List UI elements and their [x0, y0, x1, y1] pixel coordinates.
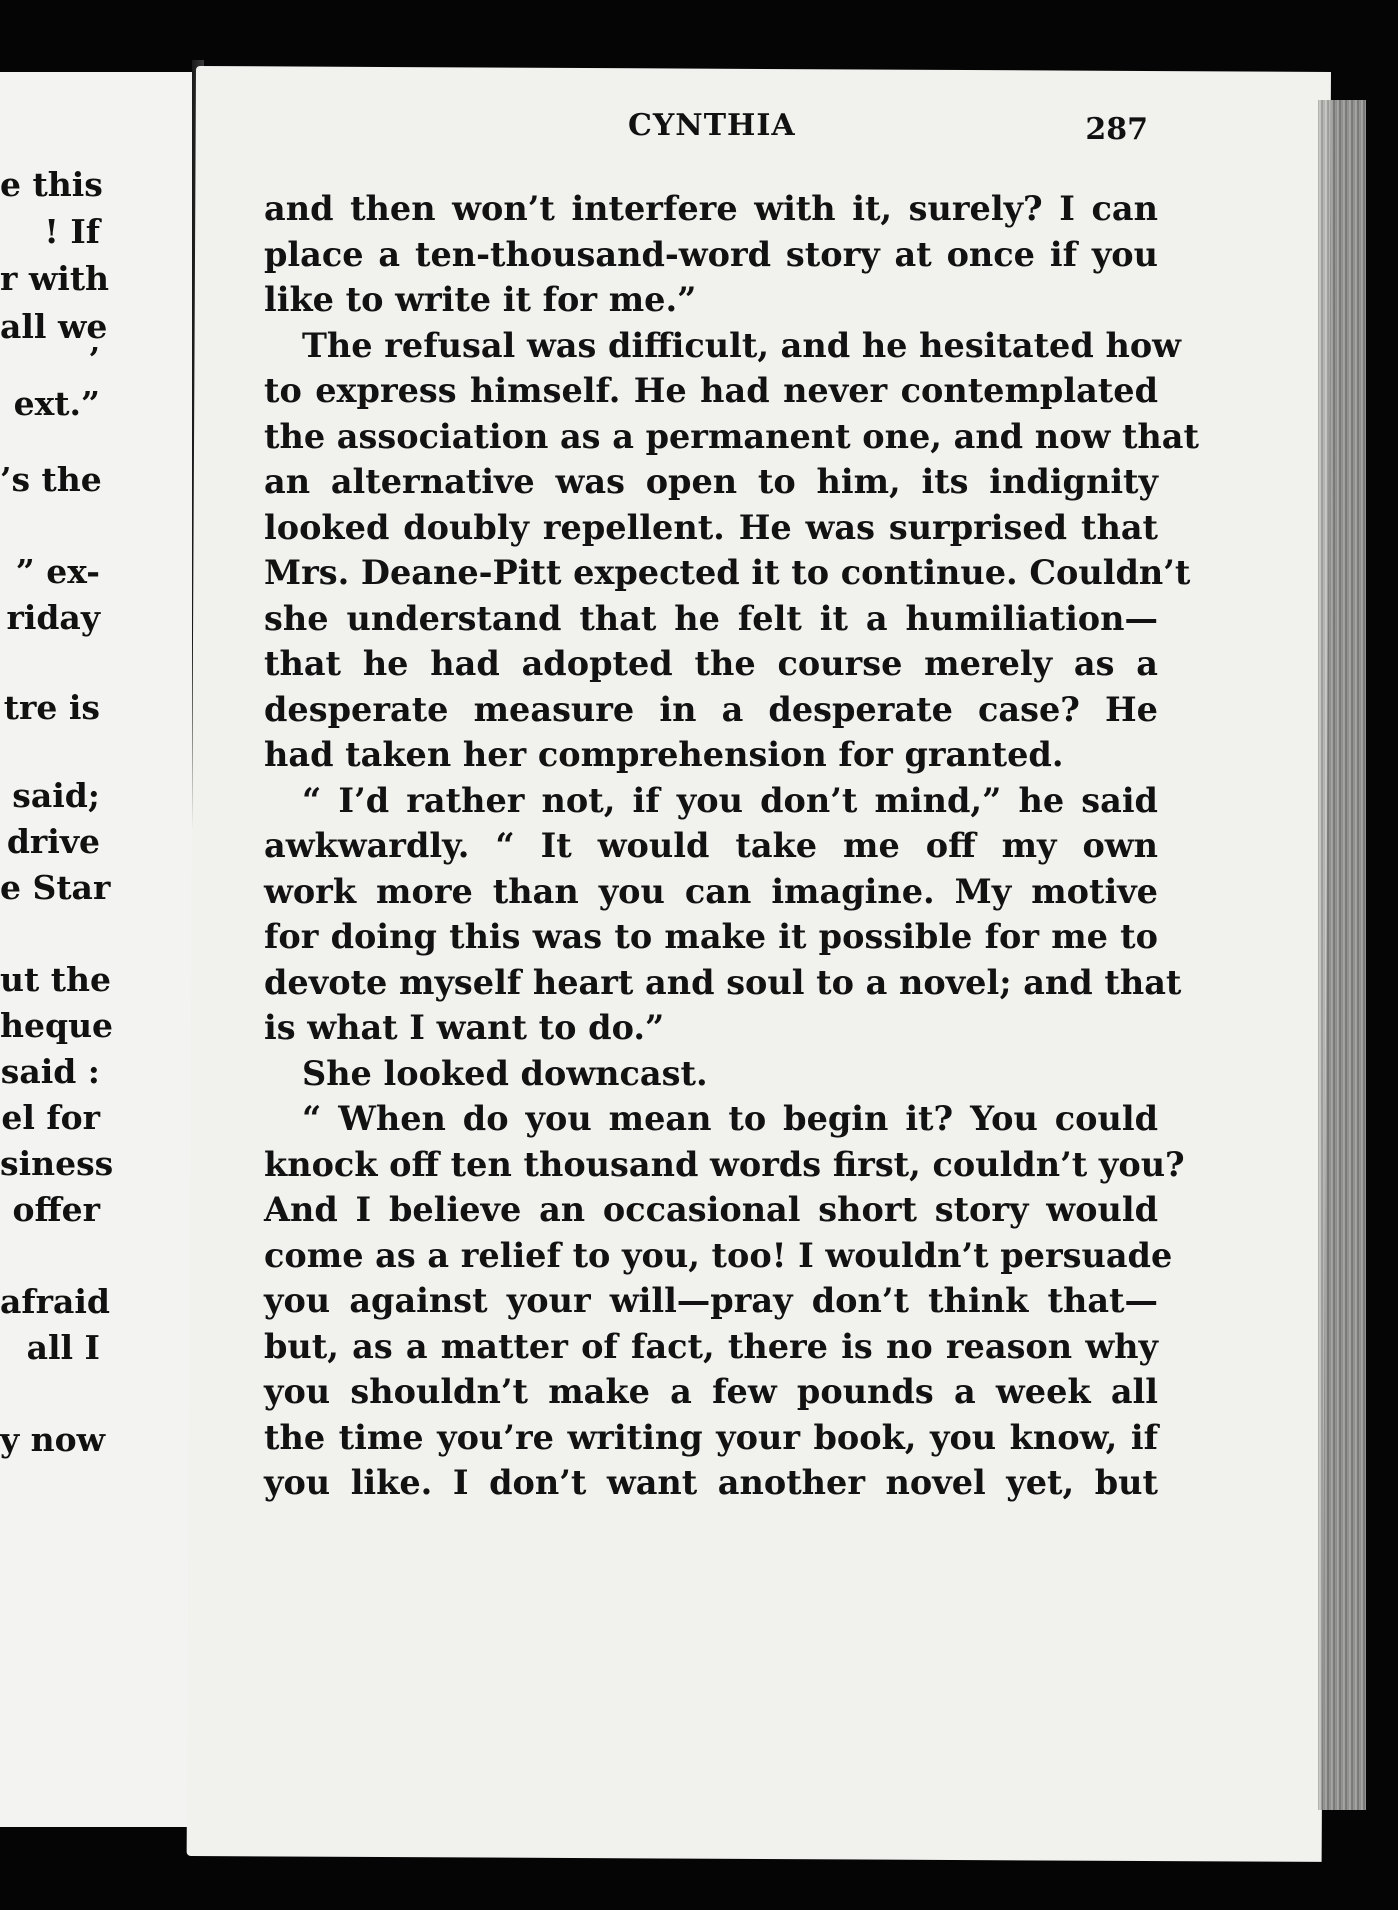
facing-page-line: all I	[26, 1328, 100, 1367]
text-line: looked doubly repellent. He was surprised that	[264, 507, 1158, 547]
text-line: the time you’re writing your book, you know, if	[264, 1417, 1158, 1457]
text-line: awkwardly. “ It would take me off my own	[264, 826, 1158, 865]
facing-page-line: heque	[0, 1006, 114, 1045]
facing-page-line: tre is	[3, 688, 100, 727]
facing-page-line: drive	[6, 822, 100, 861]
text-line: work more than you can imagine. My motive	[264, 871, 1158, 911]
page-edges	[1318, 100, 1366, 1810]
text-line: and then won’t interfere with it, surely? I can	[264, 189, 1158, 228]
body-text	[264, 186, 1199, 1506]
text-line: devote myself heart and soul to a novel; and that	[264, 962, 1182, 1002]
text-line: you like. I don’t want another novel yet, but	[264, 1463, 1158, 1502]
text-line: And I believe an occasional short story would	[264, 1190, 1158, 1229]
facing-page-line: r with	[0, 259, 110, 298]
text-line: like to write it for me.”	[264, 280, 697, 319]
facing-page-line: el for	[1, 1098, 100, 1137]
facing-page-line: ext.”	[13, 384, 100, 423]
facing-page-line: y now	[0, 1420, 106, 1459]
text-line: for doing this was to make it possible for me to	[264, 917, 1158, 956]
text-line: you against your will—pray don’t think that—	[264, 1281, 1158, 1320]
text-line: desperate measure in a desperate case? He	[264, 689, 1158, 729]
text-line: she understand that he felt it a humiliation—	[264, 598, 1158, 638]
text-line: knock off ten thousand words first, couldn’t you?	[264, 1144, 1185, 1184]
text-line: She looked downcast.	[302, 1053, 708, 1093]
text-line: you shouldn’t make a few pounds a week all	[264, 1372, 1158, 1411]
text-line: to express himself. He had never contemplated	[264, 371, 1158, 410]
text-line: that he had adopted the course merely as a	[264, 644, 1158, 683]
facing-page-line: riday	[6, 598, 100, 637]
text-line: “ When do you mean to begin it? You could	[302, 1099, 1158, 1138]
facing-page-line: ut the	[0, 960, 111, 999]
facing-page-line: offer	[12, 1190, 100, 1229]
page-header	[428, 108, 1148, 148]
text-line: but, as a matter of fact, there is no reason why	[264, 1326, 1158, 1366]
page-number: 287	[1085, 112, 1148, 147]
facing-page-line: said;	[12, 776, 100, 815]
facing-page-line: ! If	[44, 212, 100, 251]
text-line: place a ten-thousand-word story at once if you	[264, 234, 1158, 274]
text-line: “ I’d rather not, if you don’t mind,” he said	[302, 780, 1158, 820]
running-head: CYNTHIA	[628, 108, 796, 143]
facing-page-line: afraid	[0, 1282, 110, 1321]
facing-page-line: siness	[0, 1144, 114, 1183]
facing-page-line: e Star	[0, 868, 111, 907]
facing-page	[0, 72, 195, 1827]
text-line: Mrs. Deane-Pitt expected it to continue. Couldn’t	[264, 553, 1191, 592]
text-line: had taken her comprehension for granted.	[264, 735, 1064, 774]
text-line: The refusal was difficult, and he hesitated how	[302, 325, 1181, 365]
facing-page-line: ’	[88, 340, 100, 379]
facing-page-line: e this	[0, 165, 103, 204]
text-line: come as a relief to you, too! I wouldn’t persuade	[264, 1235, 1173, 1275]
text-line: is what I want to do.”	[264, 1008, 665, 1047]
facing-page-line: all we	[0, 307, 108, 346]
facing-page-line: ” ex-	[15, 552, 100, 591]
facing-page-line: ’s the	[0, 460, 102, 499]
facing-page-line: said :	[0, 1052, 100, 1091]
text-line: an alternative was open to him, its indignity	[264, 462, 1158, 501]
text-line: the association as a permanent one, and now that	[264, 416, 1199, 456]
